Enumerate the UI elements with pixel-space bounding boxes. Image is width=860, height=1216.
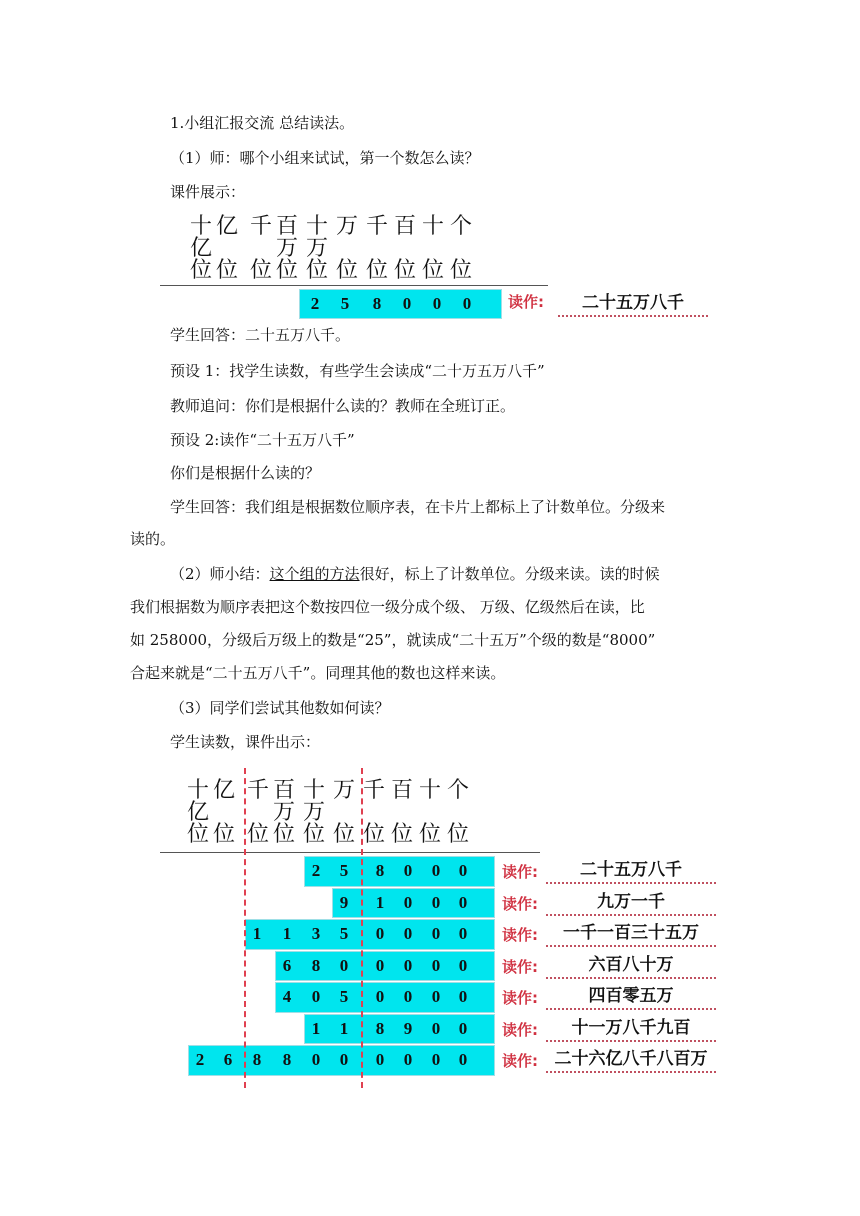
header-char: 百 xyxy=(390,778,413,803)
header-char: 位 xyxy=(362,822,385,847)
header-char: 百 xyxy=(275,214,298,239)
digit: 4 xyxy=(282,987,292,1006)
header-char: 十 xyxy=(421,214,444,239)
place-value-header xyxy=(185,780,485,846)
digit: 0 xyxy=(458,987,468,1006)
read-label: 读作: xyxy=(502,957,538,976)
header-char: 亿 xyxy=(215,214,238,239)
reading-answer: 一千一百三十五万 xyxy=(546,922,716,947)
underlined-text: 这个组的方法 xyxy=(269,565,360,583)
reading-answer: 四百零五万 xyxy=(546,985,716,1010)
summary-prefix: （2）师小结： xyxy=(170,565,270,583)
header-char: 位 xyxy=(390,822,413,847)
paragraph: 教师追问：你们是根据什么读的？教师在全班订正。 xyxy=(170,397,516,415)
digit: 0 xyxy=(375,924,385,943)
digit: 8 xyxy=(252,1050,262,1069)
digit: 5 xyxy=(340,294,350,313)
divider-line xyxy=(160,852,540,853)
header-char: 位 xyxy=(365,258,388,283)
header-char: 位 xyxy=(332,822,355,847)
header-char: 万 xyxy=(335,214,358,239)
paragraph: 读的。 xyxy=(130,530,176,548)
digit: 0 xyxy=(431,924,441,943)
digit: 1 xyxy=(252,924,262,943)
paragraph: 学生回答：二十五万八千。 xyxy=(170,326,351,344)
header-char: 位 xyxy=(186,822,209,847)
header-char: 十 xyxy=(305,214,328,239)
header-char: 万 xyxy=(332,778,355,803)
header-char: 位 xyxy=(275,258,298,283)
digit: 0 xyxy=(431,861,441,880)
digit: 0 xyxy=(431,1050,441,1069)
paragraph: 我们根据数为顺序表把这个数按四位一级分成个级、 万级、亿级然后在读，比 xyxy=(130,598,645,616)
section-heading: 1.小组汇报交流 总结读法。 xyxy=(170,114,355,132)
paragraph xyxy=(170,564,660,584)
digit: 1 xyxy=(339,1018,349,1038)
paragraph: 课件展示： xyxy=(170,183,246,201)
summary-rest: 很好，标上了计数单位。分级来读。读的时候 xyxy=(359,565,660,583)
header-char: 千 xyxy=(249,214,272,239)
paragraph: 学生读数，课件出示： xyxy=(170,733,321,751)
digit: 0 xyxy=(403,955,413,975)
digit: 1 xyxy=(282,924,292,943)
header-char: 位 xyxy=(446,822,469,847)
digit: 0 xyxy=(432,294,442,313)
paragraph: 如 258000，分级后万级上的数是“25”，就读成“二十五万”个级的数是“8000” xyxy=(130,631,656,649)
header-char: 位 xyxy=(449,258,472,283)
digit: 0 xyxy=(375,987,385,1006)
read-label: 读作: xyxy=(502,1020,538,1039)
digit: 0 xyxy=(458,1018,468,1038)
header-char: 位 xyxy=(393,258,416,283)
digit: 0 xyxy=(462,294,472,313)
header-char: 万 xyxy=(302,800,325,825)
digit: 5 xyxy=(339,861,349,880)
header-char: 百 xyxy=(393,214,416,239)
header-char: 十 xyxy=(302,778,325,803)
read-label: 读作: xyxy=(502,1052,538,1070)
paragraph: 合起来就是“二十五万八千”。同理其他的数也这样来读。 xyxy=(130,664,506,682)
divider-line xyxy=(160,285,548,286)
reading-answer: 二十五万八千 xyxy=(546,859,716,884)
digit: 0 xyxy=(431,1018,441,1038)
header-char: 千 xyxy=(365,214,388,239)
header-char: 位 xyxy=(272,822,295,847)
digit: 0 xyxy=(375,955,385,975)
digit: 0 xyxy=(339,1050,349,1069)
digit: 0 xyxy=(311,987,321,1006)
digit: 1 xyxy=(375,892,385,912)
digit: 5 xyxy=(339,987,349,1006)
header-char: 位 xyxy=(212,822,235,847)
header-char: 万 xyxy=(272,800,295,825)
digit: 5 xyxy=(339,924,349,943)
level-divider-dashed xyxy=(361,768,363,1088)
digit: 0 xyxy=(375,1050,385,1069)
header-char: 个 xyxy=(446,778,469,803)
digit: 0 xyxy=(403,924,413,943)
read-label: 读作: xyxy=(502,863,538,881)
digit: 0 xyxy=(458,861,468,880)
header-char: 位 xyxy=(305,258,328,283)
digit: 8 xyxy=(282,1050,292,1069)
digit: 0 xyxy=(431,987,441,1006)
header-char: 百 xyxy=(272,778,295,803)
digit: 0 xyxy=(403,892,413,912)
read-label: 读作: xyxy=(502,926,538,944)
header-char: 十 xyxy=(189,214,212,239)
header-char: 亿 xyxy=(189,236,212,261)
paragraph: 你们是根据什么读的？ xyxy=(170,464,321,482)
reading-answer: 二十五万八千 xyxy=(558,292,708,317)
reading-answer: 二十六亿八千八百万 xyxy=(546,1048,716,1073)
level-divider-dashed xyxy=(244,768,246,1088)
digit: 0 xyxy=(339,955,349,975)
read-label: 读作: xyxy=(502,989,538,1007)
digit: 6 xyxy=(223,1050,233,1069)
header-char: 十 xyxy=(418,778,441,803)
read-label: 读作: xyxy=(502,894,538,913)
digit: 8 xyxy=(375,861,385,880)
header-char: 千 xyxy=(246,778,269,803)
place-value-header xyxy=(188,216,488,282)
header-char: 位 xyxy=(189,258,212,283)
paragraph: 预设 1：找学生读数，有些学生会读成“二十万五万八千” xyxy=(170,362,545,380)
digit: 0 xyxy=(402,294,412,313)
digit: 0 xyxy=(458,1050,468,1069)
digit: 0 xyxy=(458,924,468,943)
digit: 9 xyxy=(339,892,349,912)
paragraph: 学生回答：我们组是根据数位顺序表，在卡片上都标上了计数单位。分级来 xyxy=(170,498,666,516)
digit: 2 xyxy=(311,861,321,880)
digit: 3 xyxy=(311,924,321,943)
paragraph: （3）同学们尝试其他数如何读？ xyxy=(170,699,390,717)
header-char: 万 xyxy=(275,236,298,261)
digit: 8 xyxy=(311,955,321,975)
digit: 9 xyxy=(403,1018,413,1038)
header-char: 位 xyxy=(302,822,325,847)
header-char: 亿 xyxy=(186,800,209,825)
digit: 0 xyxy=(458,892,468,912)
digit: 2 xyxy=(195,1050,205,1069)
header-char: 位 xyxy=(246,822,269,847)
header-char: 位 xyxy=(335,258,358,283)
digit: 8 xyxy=(372,294,382,313)
digit: 0 xyxy=(311,1050,321,1069)
reading-answer: 九万一千 xyxy=(546,891,716,916)
header-char: 位 xyxy=(215,258,238,283)
header-char: 位 xyxy=(249,258,272,283)
paragraph: （1）师：哪个小组来试试，第一个数怎么读？ xyxy=(170,149,480,167)
digit: 0 xyxy=(431,892,441,912)
digit: 0 xyxy=(458,955,468,975)
header-char: 位 xyxy=(418,822,441,847)
header-char: 个 xyxy=(449,214,472,239)
digit: 2 xyxy=(310,294,320,313)
digit: 1 xyxy=(311,1018,321,1038)
reading-answer: 十一万八千九百 xyxy=(546,1017,716,1042)
header-char: 万 xyxy=(305,236,328,261)
header-char: 位 xyxy=(421,258,444,283)
reading-answer: 六百八十万 xyxy=(546,954,716,979)
digit: 0 xyxy=(403,1050,413,1069)
digit: 0 xyxy=(403,861,413,880)
header-char: 十 xyxy=(186,778,209,803)
digit: 0 xyxy=(431,955,441,975)
header-char: 亿 xyxy=(212,778,235,803)
header-char: 千 xyxy=(362,778,385,803)
read-label: 读作: xyxy=(508,293,544,311)
digit: 6 xyxy=(282,955,292,975)
digit: 8 xyxy=(375,1018,385,1038)
digit: 0 xyxy=(403,987,413,1006)
paragraph: 预设 2:读作“二十五万八千” xyxy=(170,431,355,449)
